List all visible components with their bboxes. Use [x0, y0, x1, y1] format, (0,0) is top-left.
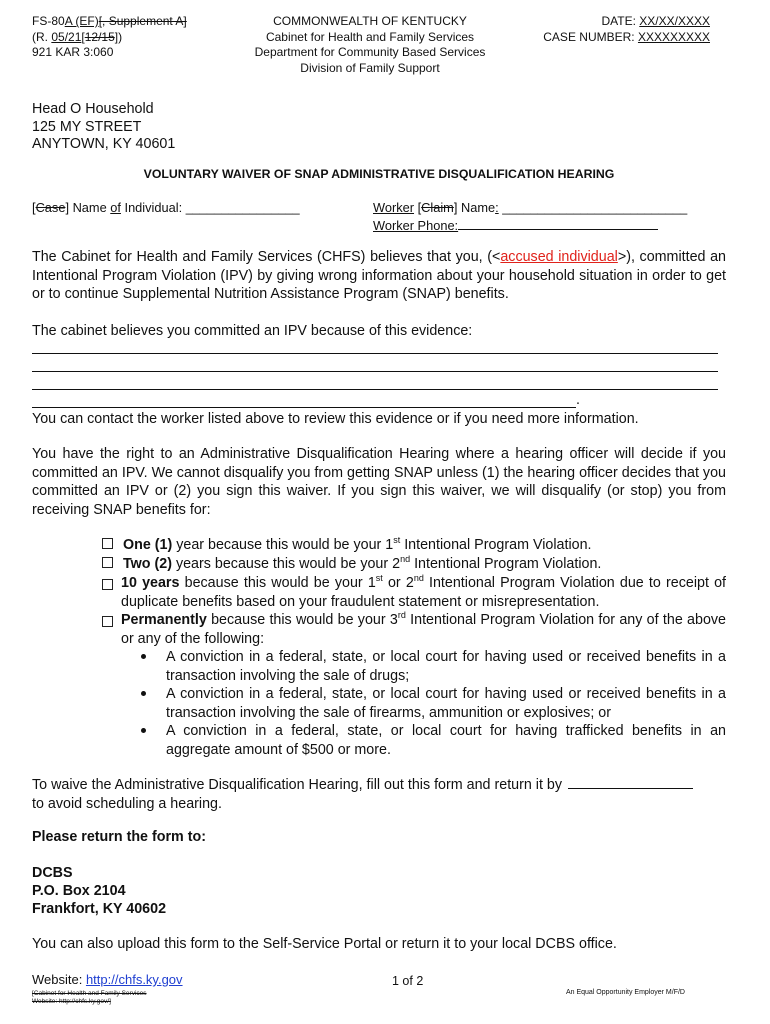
checkbox[interactable] [102, 557, 113, 568]
penalty-option-permanent: Permanently because this would be your 3rd Intentional Program Violation for any of the above or any of the following: [102, 611, 726, 648]
return-heading: Please return the form to: [32, 829, 206, 845]
return-address-line: P.O. Box 2104 [32, 883, 126, 899]
evidence-line[interactable] [32, 407, 576, 408]
return-address-line: Frankfort, KY 40602 [32, 901, 167, 917]
date-field: DATE: XX/XX/XXXX [601, 14, 710, 28]
equal-opportunity-note: An Equal Opportunity Employer M/F/D [565, 989, 685, 996]
page-number: 1 of 2 [392, 974, 424, 988]
return-address-line: DCBS [32, 865, 73, 881]
evidence-intro: The cabinet believes you committed an IPV because of this evidence: [32, 323, 473, 339]
agency-line: Department for Community Based Services [254, 45, 486, 59]
footer-struck-text: [Cabinet for Health and Family Services Website: http://chfs.ky.gov/] [32, 990, 147, 1005]
bullet-icon [141, 654, 146, 659]
address-line: 125 MY STREET [32, 118, 142, 135]
ipv-statement: The Cabinet for Health and Family Services (CHFS) believes that you, (<accused individual>), committed an Intentional Program Violation (IPV) by giving wrong information about your household situation in order to get or to continue Supplemental Nutrition Assistance Program (SNAP) benefits. [32, 249, 727, 302]
case-info-block [470, 14, 710, 45]
bullet-icon [141, 728, 146, 733]
upload-note: You can also upload this form to the Self-Service Portal or return it to your local DCBS office. [32, 936, 617, 952]
address-line: ANYTOWN, KY 40601 [32, 136, 176, 152]
form-id-block [32, 14, 232, 61]
evidence-line[interactable] [32, 371, 718, 372]
accused-individual-placeholder: accused individual [500, 249, 618, 265]
evidence-end-dot: . [576, 392, 580, 408]
bullet-icon [141, 691, 146, 696]
agency-line: Cabinet for Health and Family Services [265, 29, 475, 44]
worker-name-field: Worker [Claim] Name: __________________________ [373, 200, 688, 215]
hearing-rights: You have the right to an Administrative Disqualification Hearing where a hearing officer will decide if you committed an IPV. We cannot disqualify you from getting SNAP unless (1) the hearing officer decides that you committed an IPV or (2) you sign this waiver. If you sign this waiver, we will disqualify (or stop) you from receiving SNAP benefits for: [32, 446, 726, 518]
conviction-drugs: A conviction in a federal, state, or local court for having used or received benefits in a transaction involving the sale of drugs; [141, 648, 726, 685]
return-address [32, 864, 166, 918]
website-link[interactable]: http://chfs.ky.gov [85, 972, 183, 987]
evidence-line[interactable] [32, 353, 718, 354]
individual-name-field: [Case] Name of Individual: ________________ [32, 200, 300, 215]
conviction-trafficking: A conviction in a federal, state, or local court for having trafficked benefits in an aggregate amount of $500 or more. [141, 722, 726, 759]
penalty-option-ten-years: 10 years because this would be your 1st or 2nd Intentional Program Violation due to receipt of duplicate benefits based on your fraudulent statement or misrepresentation. [102, 574, 726, 611]
name-blank[interactable]: ________________ [185, 200, 300, 215]
footer-website: Website: http://chfs.ky.gov [32, 972, 183, 987]
agency-line: Division of Family Support [300, 60, 440, 75]
kar-reference: 921 KAR 3:060 [32, 45, 114, 59]
revision-date: (R. 05/21[12/15]) [32, 29, 123, 44]
page-title: VOLUNTARY WAIVER OF SNAP ADMINISTRATIVE DISQUALIFICATION HEARING [143, 167, 615, 181]
checkbox[interactable] [102, 616, 113, 627]
return-by-date-blank[interactable] [568, 775, 693, 789]
checkbox[interactable] [102, 579, 113, 590]
form-id: FS-80A (EF)[, Supplement A] [32, 14, 187, 28]
recipient-address [32, 101, 332, 154]
conviction-firearms: A conviction in a federal, state, or local court for having used or received benefits in a transaction involving the sale of firearms, ammunition or explosives; or [141, 685, 726, 722]
agency-line: COMMONWEALTH OF KENTUCKY [273, 14, 467, 28]
penalty-option-two-years: Two (2) years because this would be your 2nd Intentional Program Violation. [102, 555, 726, 574]
penalty-option-one-year: One (1) year because this would be your 1st Intentional Program Violation. [102, 536, 726, 555]
case-number-field: CASE NUMBER: XXXXXXXXX [543, 29, 710, 44]
checkbox[interactable] [102, 538, 113, 549]
worker-phone-field: Worker Phone: [373, 216, 733, 234]
contact-worker-note: You can contact the worker listed above to review this evidence or if you need more information. [32, 411, 639, 427]
worker-name-blank[interactable]: __________________________ [498, 200, 688, 215]
address-line: Head O Household [32, 101, 154, 117]
evidence-line[interactable] [32, 389, 718, 390]
waive-instructions: To waive the Administrative Disqualification Hearing, fill out this form and return it by to avoid scheduling a hearing. [32, 775, 726, 813]
worker-phone-blank[interactable] [458, 216, 658, 230]
